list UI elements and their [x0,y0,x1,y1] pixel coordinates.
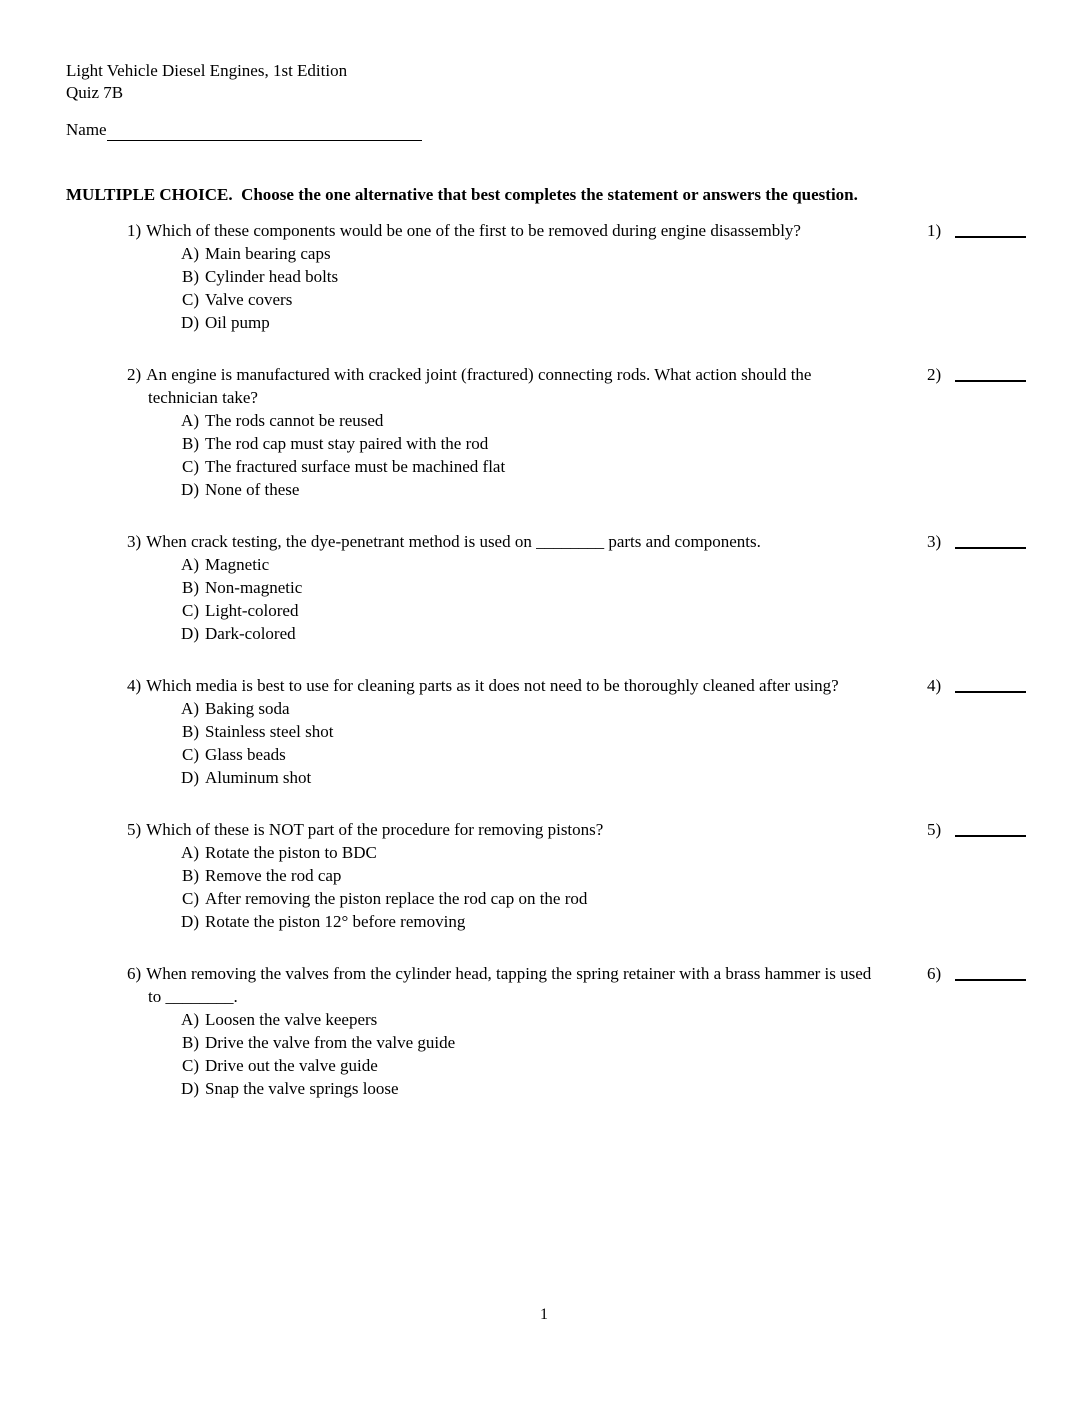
question-text [127,674,872,697]
option-row [173,841,872,864]
question-row [127,818,1027,933]
answer-number: 3) [927,532,942,551]
question-row [127,962,1027,1100]
option-row [173,864,872,887]
document-title: Light Vehicle Diesel Engines, 1st Edition [66,61,348,80]
question-block [127,219,1027,334]
name-label: Name [66,120,107,139]
question-number: 1) [127,221,142,240]
question-body: An engine is manufactured with cracked joint (fractured) connecting rods. What action should the technician take? [146,365,812,407]
question-text [127,962,872,1008]
options-list [173,242,872,334]
option-row [173,622,872,645]
question-main [127,674,872,789]
option-text: Drive the valve from the valve guide [205,1033,456,1052]
option-row [173,1031,872,1054]
quiz-number: Quiz 7B [66,83,124,102]
option-text: Snap the valve springs loose [205,1079,399,1098]
answer-area [927,818,1027,841]
option-text: Oil pump [205,313,270,332]
answer-blank[interactable] [955,674,1026,693]
answer-area [927,530,1027,553]
option-row [173,766,872,789]
question-main [127,962,872,1100]
question-body: When removing the valves from the cylinder head, tapping the spring retainer with a brass hammer is used to ________. [146,964,872,1006]
option-text: The rod cap must stay paired with the rod [205,434,489,453]
name-blank[interactable] [107,121,422,141]
option-text: Non-magnetic [205,578,303,597]
option-letter: C) [182,290,199,309]
option-text: Remove the rod cap [205,866,342,885]
option-text: Rotate the piston to BDC [205,843,377,862]
option-letter: C) [182,601,199,620]
option-text: Aluminum shot [205,768,312,787]
option-row [173,1054,872,1077]
option-row [173,455,872,478]
answer-area [927,674,1027,697]
page-number: 1 [540,1306,548,1323]
option-text: Drive out the valve guide [205,1056,378,1075]
option-row [173,553,872,576]
answer-blank[interactable] [955,530,1026,549]
option-letter: B) [182,434,199,453]
option-row [173,311,872,334]
question-body: Which of these is NOT part of the procedure for removing pistons? [146,820,604,839]
question-text [127,219,872,242]
option-row [173,599,872,622]
question-text [127,530,872,553]
option-letter: A) [181,843,199,862]
option-letter: D) [181,480,199,499]
question-row [127,363,1027,501]
answer-number: 4) [927,676,942,695]
option-text: Stainless steel shot [205,722,334,741]
option-text: Magnetic [205,555,270,574]
option-text: After removing the piston replace the rod cap on the rod [205,889,588,908]
question-main [127,363,872,501]
question-block [127,962,1027,1100]
option-letter: D) [181,912,199,931]
question-number: 3) [127,532,142,551]
page-header [66,60,1027,104]
option-letter: C) [182,745,199,764]
question-row [127,219,1027,334]
option-text: The fractured surface must be machined flat [205,457,506,476]
option-text: Loosen the valve keepers [205,1010,378,1029]
option-text: Glass beads [205,745,286,764]
option-letter: C) [182,457,199,476]
option-letter: A) [181,555,199,574]
answer-number: 5) [927,820,942,839]
option-row [173,242,872,265]
question-main [127,530,872,645]
option-letter: D) [181,768,199,787]
question-body: Which media is best to use for cleaning parts as it does not need to be thoroughly cleaned after using? [146,676,839,695]
option-text: None of these [205,480,300,499]
option-letter: B) [182,866,199,885]
question-body: Which of these components would be one of the first to be removed during engine disassembly? [146,221,801,240]
question-number: 6) [127,964,142,983]
questions-list [66,219,1027,1100]
option-row [173,288,872,311]
option-text: Light-colored [205,601,299,620]
option-letter: A) [181,411,199,430]
options-list [173,1008,872,1100]
option-text: The rods cannot be reused [205,411,384,430]
question-main [127,818,872,933]
option-letter: B) [182,1033,199,1052]
option-letter: C) [182,889,199,908]
option-text: Main bearing caps [205,244,331,263]
option-text: Valve covers [205,290,293,309]
question-row [127,674,1027,789]
answer-number: 2) [927,365,942,384]
option-text: Baking soda [205,699,290,718]
option-row [173,720,872,743]
option-letter: A) [181,1010,199,1029]
options-list [173,553,872,645]
option-text: Rotate the piston 12° before removing [205,912,466,931]
name-row [66,118,1027,141]
option-letter: B) [182,578,199,597]
answer-blank[interactable] [955,219,1026,238]
answer-number: 6) [927,964,942,983]
options-list [173,697,872,789]
question-number: 5) [127,820,142,839]
option-row [173,265,872,288]
option-text: Dark-colored [205,624,296,643]
answer-area [927,962,1027,985]
option-row [173,910,872,933]
options-list [173,409,872,501]
option-letter: A) [181,244,199,263]
option-letter: A) [181,699,199,718]
question-text [127,818,872,841]
options-list [173,841,872,933]
option-row [173,697,872,720]
page-footer [0,1303,1088,1326]
option-row [173,576,872,599]
option-row [173,478,872,501]
option-letter: D) [181,624,199,643]
question-body: When crack testing, the dye-penetrant method is used on ________ parts and components. [146,532,761,551]
question-number: 4) [127,676,142,695]
answer-blank[interactable] [955,962,1026,981]
option-row [173,887,872,910]
option-text: Cylinder head bolts [205,267,339,286]
multiple-choice-instructions: MULTIPLE CHOICE. Choose the one alternative that best completes the statement or answers the question. [66,185,858,204]
option-letter: D) [181,313,199,332]
option-row [173,743,872,766]
option-letter: C) [182,1056,199,1075]
question-main [127,219,872,334]
question-block [127,530,1027,645]
option-letter: B) [182,722,199,741]
question-block [127,363,1027,501]
question-block [127,674,1027,789]
option-row [173,409,872,432]
answer-area [927,363,1027,386]
option-row [173,1008,872,1031]
question-row [127,530,1027,645]
question-number: 2) [127,365,142,384]
question-text [127,363,872,409]
option-letter: B) [182,267,199,286]
answer-blank[interactable] [955,818,1026,837]
answer-blank[interactable] [955,363,1026,382]
option-row [173,432,872,455]
question-block [127,818,1027,933]
answer-number: 1) [927,221,942,240]
option-letter: D) [181,1079,199,1098]
option-row [173,1077,872,1100]
answer-area [927,219,1027,242]
